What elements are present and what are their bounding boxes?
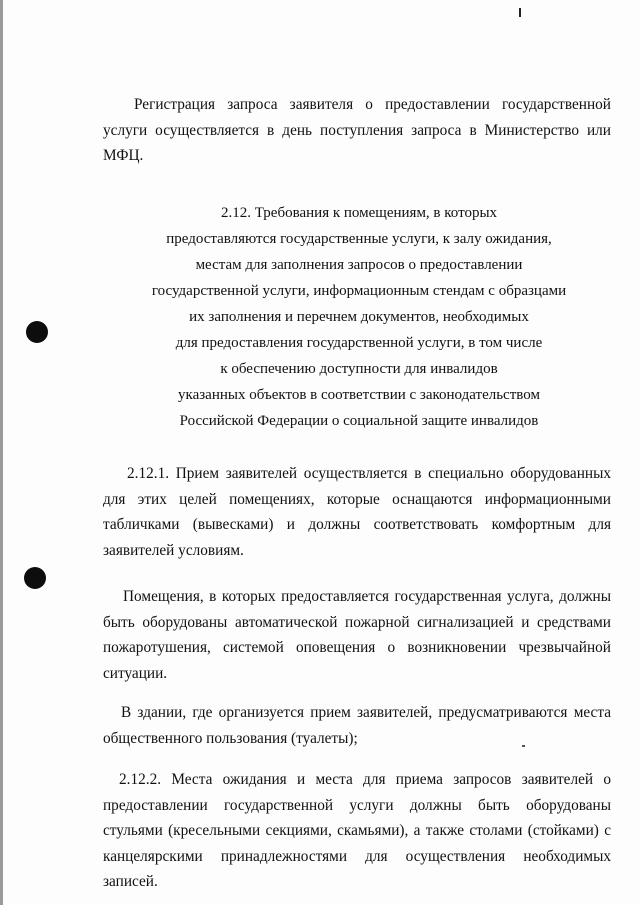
scan-left-edge [0,0,3,905]
paragraph-rooms-equipment: Помещения, в которых предоставляется государственная услуга, должны быть оборудованы автоматической пожарной сигнализацией и средствами пожаротушения, системой оповещения о возникновении чрезвычайной ситуации. [103,588,611,682]
paragraph-public-facilities: В здании, где организуется прием заявителей, предусматриваются места общественного пользования (туалеты); [103,704,611,747]
section-heading: 2.12. Требования к помещениям, в которых предоставляются государственные услуги, к залу ожидания, местам для заполнения запросов о предоставлении государственной услуги, информационным стендам с образцами их заполнения и перечнем документов, необходимых для предоставления государственной услуги, в том числе к обеспечению доступности для инвалидов указанных объектов в соответствии с законодательством Российской Федерации о социальной защите инвалидов [151,205,567,429]
punch-hole [26,321,48,343]
punch-hole [24,567,46,589]
scan-speck [519,8,521,17]
intro-paragraph: Регистрация запроса заявителя о предоставлении государственной услуги осуществляется в день поступления запроса в Министерство или МФЦ. [103,96,611,164]
paragraph-2-12-1: 2.12.1. Прием заявителей осуществляется в специально оборудованных для этих целей помещениях, которые оснащаются информационными табличками (вывесками) и должны соответствовать комфортным для заявителей условиям. [103,465,611,559]
paragraph-2-12-2: 2.12.2. Места ожидания и места для приема запросов заявителей о предоставлении государственной услуги должны быть оборудованы стульями (кресельными секциями, скамьями), а также столами (стойками) с канцелярскими принадлежностями для осуществления необходимых записей. [103,771,611,890]
